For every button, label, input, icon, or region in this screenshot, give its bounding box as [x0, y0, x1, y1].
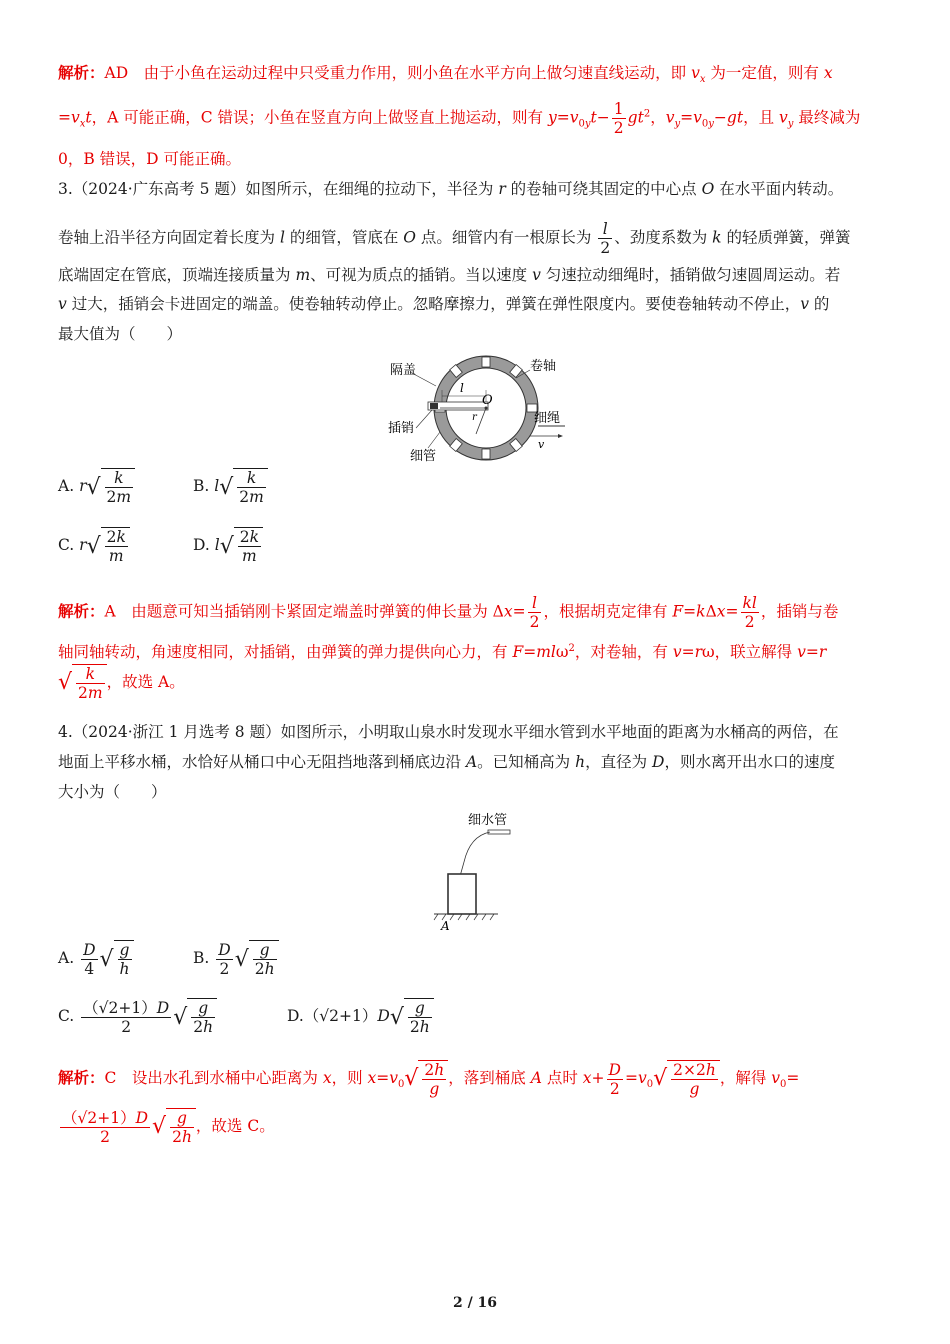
q3-stem-line1: 3.（2024·广东高考 5 题）如图所示，在细绳的拉动下，半径为 r 的卷轴可绕其固定的中心点 O 在水平面内转动。	[58, 180, 844, 198]
q4-analysis-line2: $\frac{(√2+1)D}{2}$ √ $\frac{g}{2h}$ ，故选 C。	[62, 1108, 275, 1146]
q3-reel-figure	[380, 352, 580, 464]
q3-stem-line4: v 过大，插销会卡进固定的端盖。使卷轴转动停止。忽略摩擦力，弹簧在弹性限度内。要使卷轴转动不停止，v 的	[58, 295, 830, 313]
label-pin: 插销	[388, 421, 415, 436]
q3-analysis-line1: 解析：A 由题意可知当插销刚卡紧固定端盖时弹簧的伸长量为 Δx= $\frac{l}{2}$ ，根据胡克定律有 F=kΔx= $\frac{kl}{2}$ ，插销与卷	[58, 594, 839, 631]
q4-stem-line3: 大小为（ ）	[58, 783, 167, 801]
q3-option-a[interactable]: A. r√ $\frac{k}{2m}$	[58, 468, 135, 506]
page-number: 2 / 16	[452, 1295, 498, 1311]
label-l: l	[460, 381, 464, 395]
q4-option-b[interactable]: B. $\frac{D}{2}$ √ $\frac{g}{2h}$	[193, 940, 279, 978]
q2-analysis-line3: 0，B 错误，D 可能正确。	[58, 150, 242, 168]
q4-bucket-figure	[428, 808, 528, 934]
q3-stem-line2: 卷轴上沿半径方向固定着长度为 l 的细管，管底在 O 点。细管内有一根原长为 $\frac{l}{2}$ 、劲度系数为 k 的轻质弹簧，弹簧	[58, 220, 851, 257]
reel-diagram	[380, 352, 580, 464]
q4-stem-line1: 4.（2024·浙江 1 月选考 8 题）如图所示，小明取山泉水时发现水平细水管到水平地面的距离为水桶高的两倍，在	[58, 723, 839, 741]
q3-option-d[interactable]: D. l√ $\frac{2k}{m}$	[193, 527, 263, 565]
analysis-label: 解析：	[58, 1068, 105, 1087]
label-A: A	[441, 919, 450, 933]
q4-option-d[interactable]: D.（√2+1）D√ $\frac{g}{2h}$	[287, 998, 434, 1036]
label-cover: 隔盖	[390, 363, 417, 378]
label-reel: 卷轴	[530, 359, 557, 374]
label-tube: 细管	[410, 449, 437, 464]
label-r: r	[472, 412, 477, 423]
label-pipe: 细水管	[468, 813, 508, 828]
label-rope: 细绳	[534, 411, 561, 426]
q3-analysis-line3: √ $\frac{k}{2m}$ ，故选 A。	[58, 665, 185, 702]
q4-option-a[interactable]: A. $\frac{D}{4}$ √ $\frac{g}{h}$	[58, 940, 134, 978]
analysis-label: 解析：	[58, 63, 105, 82]
label-O: O	[482, 393, 493, 408]
q2-analysis-line2: $=v_xt$，A 可能正确，C 错误；小鱼在竖直方向上做竖直上抛运动，则有 $y=v_{0y}t-$ $\frac{1}{2}$ $gt^2$，$v_y=v_{0y}-gt$，且 $v_y$ 最终减为	[58, 100, 861, 137]
q3-analysis-line2: 轴同轴转动，角速度相同，对插销，由弹簧的弹力提供向心力，有 F=mlω$^2$，对卷轴，有 v=rω，联立解得 v=r	[58, 643, 827, 662]
analysis-label: 解析：	[58, 601, 105, 621]
q4-stem-line2: 地面上平移水桶，水恰好从桶口中心无阻挡地落到桶底边沿 A。已知桶高为 h，直径为 D，则水离开出水口的速度	[58, 753, 835, 771]
q2-analysis-line1: 解析：AD 由于小鱼在运动过程中只受重力作用，则小鱼在水平方向上做匀速直线运动，即 $v_x$ 为一定值，则有 x	[58, 63, 833, 86]
q3-option-b[interactable]: B. l√ $\frac{k}{2m}$	[193, 468, 268, 506]
bucket-diagram	[428, 808, 528, 934]
q3-option-c[interactable]: C. r√ $\frac{2k}{m}$	[58, 527, 130, 565]
q4-option-c[interactable]: C. $\frac{(√2+1)D}{2}$ √ $\frac{g}{2h}$	[58, 998, 217, 1036]
q3-stem-line5: 最大值为（ ）	[58, 325, 183, 343]
q3-stem-line3: 底端固定在管底，顶端连接质量为 m、可视为质点的插销。当以速度 v 匀速拉动细绳时，插销做匀速圆周运动。若	[58, 266, 841, 284]
label-v: v	[538, 438, 545, 451]
q4-analysis-line1: 解析：C 设出水孔到水桶中心距离为 x，则 $x=v_0√$ $\frac{2h}{g}$ ，落到桶底 A 点时 x+ $\frac{D}{2}$ $=v_0√$ $\frac{2\times 2h}{g}$ ，解得 $v_0=$	[58, 1060, 800, 1098]
